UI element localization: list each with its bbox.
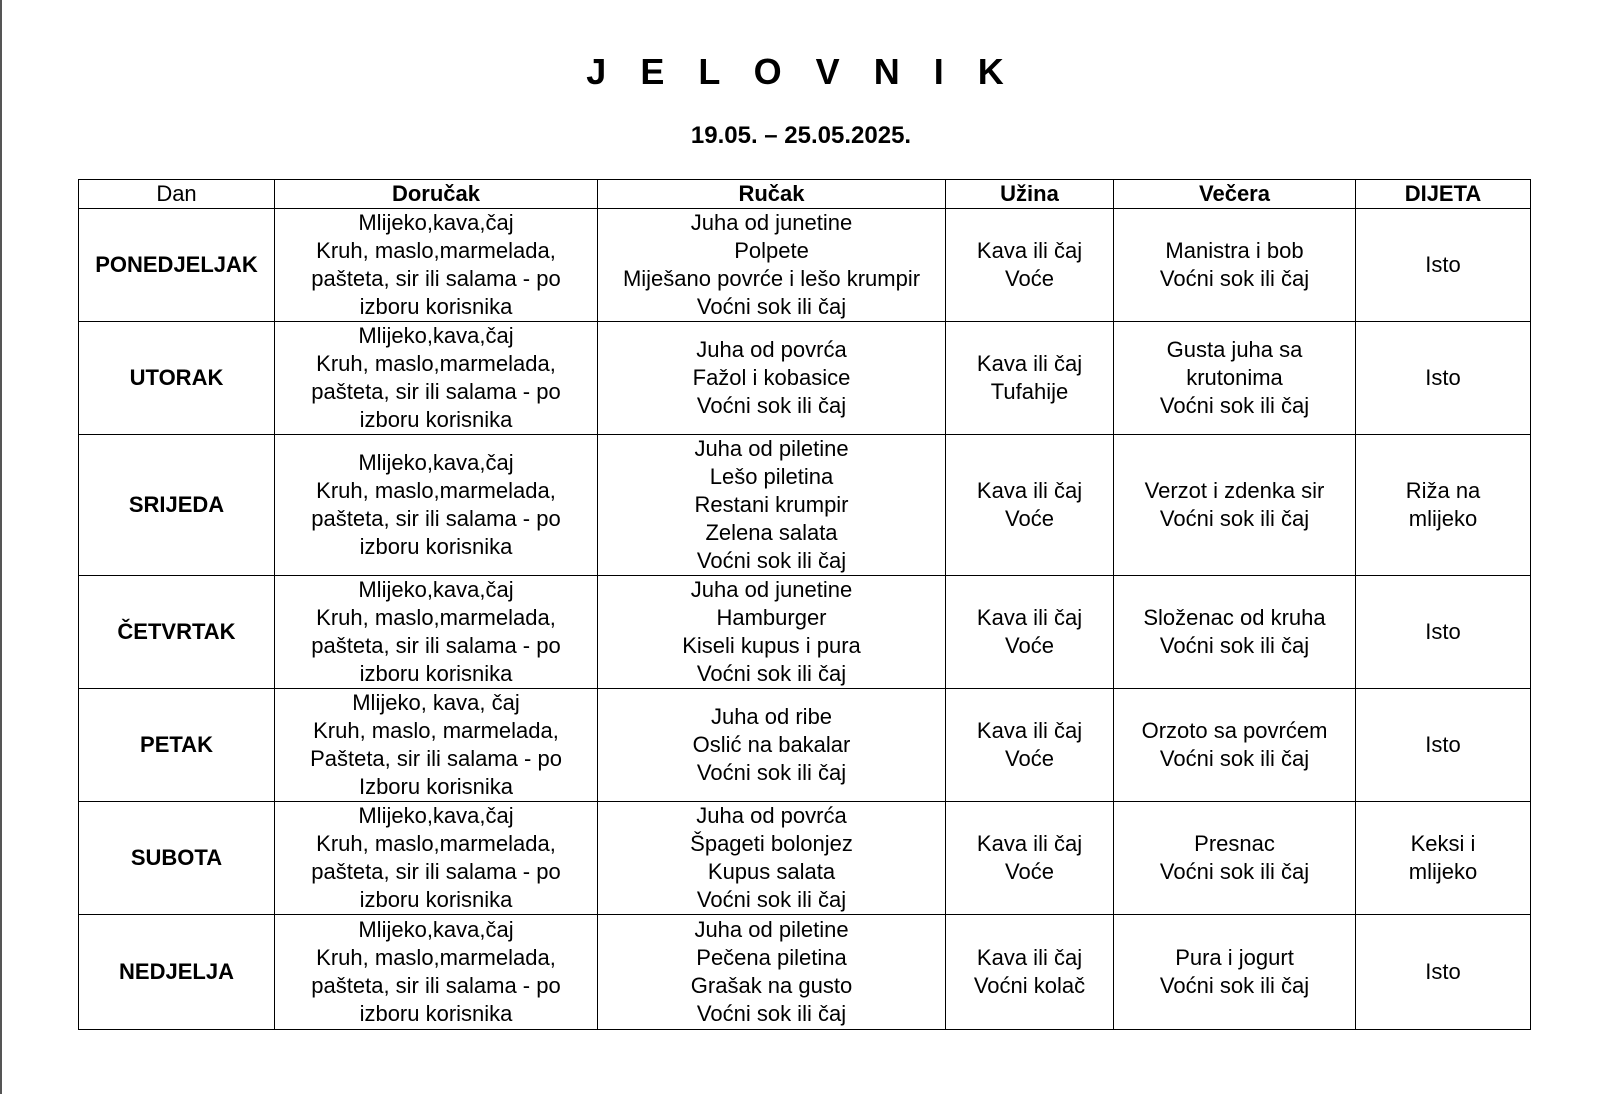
dorucak-line: Mlijeko, kava, čaj	[352, 690, 520, 715]
vecera-line: Voćni sok ili čaj	[1159, 859, 1310, 884]
header-dijeta: DIJETA	[1356, 180, 1531, 209]
uzina-line: Voće	[1005, 859, 1054, 884]
vecera-line: Voćni sok ili čaj	[1159, 266, 1310, 291]
vecera-cell	[1114, 435, 1356, 576]
rucak-cell	[598, 209, 946, 322]
dorucak-cell	[275, 915, 598, 1030]
dorucak-line: izboru korisnika	[359, 1001, 513, 1026]
date-range: 19.05. – 25.05.2025.	[690, 122, 912, 149]
dorucak-line: Kruh, maslo,marmelada,	[316, 238, 556, 263]
rucak-line: Miješano povrće i lešo krumpir	[622, 266, 921, 291]
rucak-line: Lešo piletina	[709, 464, 834, 489]
day-cell: PONEDJELJAK	[79, 209, 275, 322]
document-title: J E L O V N I K	[586, 51, 1016, 92]
rucak-cell	[598, 322, 946, 435]
rucak-line: Oslić na bakalar	[692, 732, 851, 757]
dorucak-line: Kruh, maslo,marmelada,	[316, 351, 556, 376]
header-dorucak: Doručak	[275, 180, 598, 209]
dijeta-line: mlijeko	[1408, 506, 1478, 531]
rucak-line: Voćni sok ili čaj	[696, 760, 847, 785]
day-cell: PETAK	[79, 689, 275, 802]
dijeta-line: mlijeko	[1408, 859, 1478, 884]
table-row	[79, 435, 1531, 576]
dijeta-line: Riža na	[1405, 478, 1481, 503]
rucak-line: Juha od junetine	[690, 210, 853, 235]
rucak-line: Juha od povrća	[696, 337, 847, 362]
vecera-line: Presnac	[1194, 831, 1275, 856]
vecera-cell	[1114, 209, 1356, 322]
dorucak-line: pašteta, sir ili salama - po	[311, 506, 561, 531]
uzina-line: Kava ili čaj	[976, 945, 1083, 970]
dorucak-line: Mlijeko,kava,čaj	[358, 803, 514, 828]
dorucak-line: pašteta, sir ili salama - po	[311, 973, 561, 998]
rucak-cell	[598, 435, 946, 576]
dorucak-line: Kruh, maslo,marmelada,	[316, 478, 556, 503]
dorucak-cell	[275, 209, 598, 322]
rucak-line: Pečena piletina	[696, 945, 847, 970]
dorucak-line: pašteta, sir ili salama - po	[311, 379, 561, 404]
table-row	[79, 802, 1531, 915]
rucak-line: Juha od povrća	[696, 803, 847, 828]
dorucak-line: Kruh, maslo,marmelada,	[316, 945, 556, 970]
dijeta-cell	[1356, 689, 1531, 802]
page-left-edge	[0, 0, 2, 1094]
dijeta-line: Isto	[1425, 959, 1461, 984]
dorucak-line: Pašteta, sir ili salama - po	[310, 746, 562, 771]
rucak-line: Voćni sok ili čaj	[696, 661, 847, 686]
uzina-cell	[946, 802, 1114, 915]
header-rucak: Ručak	[598, 180, 946, 209]
vecera-cell	[1114, 689, 1356, 802]
uzina-cell	[946, 322, 1114, 435]
day-cell: NEDJELJA	[79, 915, 275, 1030]
rucak-cell	[598, 689, 946, 802]
dorucak-line: Kruh, maslo,marmelada,	[316, 605, 556, 630]
table-row	[79, 915, 1531, 1030]
rucak-line: Polpete	[734, 238, 809, 263]
rucak-line: Zelena salata	[705, 520, 838, 545]
rucak-line: Voćni sok ili čaj	[696, 393, 847, 418]
rucak-line: Fažol i kobasice	[692, 365, 851, 390]
uzina-line: Voće	[1005, 633, 1054, 658]
uzina-line: Voće	[1005, 506, 1054, 531]
vecera-line: Voćni sok ili čaj	[1159, 633, 1310, 658]
rucak-line: Voćni sok ili čaj	[696, 887, 847, 912]
day-cell: ČETVRTAK	[79, 576, 275, 689]
dijeta-cell	[1356, 435, 1531, 576]
vecera-line: Složenac od kruha	[1143, 605, 1326, 630]
day-cell: SRIJEDA	[79, 435, 275, 576]
dorucak-line: Mlijeko,kava,čaj	[358, 210, 514, 235]
dorucak-line: izboru korisnika	[359, 407, 513, 432]
rucak-cell	[598, 802, 946, 915]
rucak-line: Voćni sok ili čaj	[696, 548, 847, 573]
dorucak-line: pašteta, sir ili salama - po	[311, 859, 561, 884]
day-cell: UTORAK	[79, 322, 275, 435]
vecera-line: Voćni sok ili čaj	[1159, 746, 1310, 771]
dijeta-line: Keksi i	[1410, 831, 1476, 856]
uzina-line: Kava ili čaj	[976, 831, 1083, 856]
header-vecera: Večera	[1114, 180, 1356, 209]
rucak-line: Kupus salata	[707, 859, 836, 884]
vecera-line: Orzoto sa povrćem	[1141, 718, 1328, 743]
vecera-line: Pura i jogurt	[1175, 945, 1294, 970]
dijeta-line: Isto	[1425, 252, 1461, 277]
vecera-line: Verzot i zdenka sir	[1144, 478, 1325, 503]
vecera-line: Voćni sok ili čaj	[1159, 393, 1310, 418]
dijeta-cell	[1356, 915, 1531, 1030]
vecera-cell	[1114, 915, 1356, 1030]
rucak-line: Voćni sok ili čaj	[696, 294, 847, 319]
dijeta-cell	[1356, 322, 1531, 435]
header-uzina: Užina	[946, 180, 1114, 209]
vecera-line: Gusta juha sa	[1166, 337, 1303, 362]
dorucak-line: izboru korisnika	[359, 887, 513, 912]
vecera-line: Voćni sok ili čaj	[1159, 506, 1310, 531]
vecera-cell	[1114, 802, 1356, 915]
rucak-line: Juha od junetine	[690, 577, 853, 602]
rucak-line: Juha od piletine	[694, 436, 849, 461]
uzina-cell	[946, 915, 1114, 1030]
dorucak-cell	[275, 435, 598, 576]
rucak-line: Restani krumpir	[694, 492, 849, 517]
rucak-line: Voćni sok ili čaj	[696, 1001, 847, 1026]
dorucak-line: Izboru korisnika	[358, 774, 514, 799]
rucak-line: Juha od ribe	[710, 704, 833, 729]
uzina-cell	[946, 689, 1114, 802]
rucak-line: Kiseli kupus i pura	[682, 633, 861, 658]
dijeta-cell	[1356, 576, 1531, 689]
rucak-line: Špageti bolonjez	[690, 831, 853, 856]
dijeta-line: Isto	[1425, 619, 1461, 644]
dorucak-line: izboru korisnika	[359, 661, 513, 686]
dijeta-line: Isto	[1425, 365, 1461, 390]
vecera-cell	[1114, 322, 1356, 435]
table-row	[79, 689, 1531, 802]
dorucak-cell	[275, 802, 598, 915]
dorucak-line: Mlijeko,kava,čaj	[358, 450, 514, 475]
dorucak-line: Mlijeko,kava,čaj	[358, 917, 514, 942]
table-row	[79, 576, 1531, 689]
dijeta-line: Isto	[1425, 732, 1461, 757]
vecera-line: Manistra i bob	[1165, 238, 1304, 263]
day-cell: SUBOTA	[79, 802, 275, 915]
rucak-line: Grašak na gusto	[690, 973, 853, 998]
dorucak-line: izboru korisnika	[359, 294, 513, 319]
menu-table	[78, 179, 1531, 1030]
header-row	[79, 180, 1531, 209]
table-row	[79, 209, 1531, 322]
uzina-cell	[946, 435, 1114, 576]
dijeta-cell	[1356, 802, 1531, 915]
uzina-line: Kava ili čaj	[976, 605, 1083, 630]
uzina-line: Voće	[1005, 746, 1054, 771]
rucak-cell	[598, 915, 946, 1030]
uzina-cell	[946, 576, 1114, 689]
header-dan: Dan	[79, 180, 275, 209]
uzina-line: Tufahije	[990, 379, 1069, 404]
dorucak-line: Kruh, maslo,marmelada,	[316, 831, 556, 856]
uzina-line: Kava ili čaj	[976, 238, 1083, 263]
rucak-line: Hamburger	[716, 605, 827, 630]
uzina-line: Voće	[1005, 266, 1054, 291]
vecera-line: krutonima	[1186, 365, 1283, 390]
dorucak-line: Kruh, maslo, marmelada,	[313, 718, 559, 743]
uzina-cell	[946, 209, 1114, 322]
dorucak-line: izboru korisnika	[359, 534, 513, 559]
dorucak-line: Mlijeko,kava,čaj	[358, 323, 514, 348]
uzina-line: Kava ili čaj	[976, 478, 1083, 503]
dorucak-cell	[275, 689, 598, 802]
vecera-line: Voćni sok ili čaj	[1159, 973, 1310, 998]
dorucak-line: pašteta, sir ili salama - po	[311, 266, 561, 291]
dijeta-cell	[1356, 209, 1531, 322]
vecera-cell	[1114, 576, 1356, 689]
dorucak-line: pašteta, sir ili salama - po	[311, 633, 561, 658]
dorucak-cell	[275, 322, 598, 435]
uzina-line: Kava ili čaj	[976, 351, 1083, 376]
table-row	[79, 322, 1531, 435]
dorucak-line: Mlijeko,kava,čaj	[358, 577, 514, 602]
dorucak-cell	[275, 576, 598, 689]
uzina-line: Voćni kolač	[973, 973, 1086, 998]
rucak-line: Juha od piletine	[694, 917, 849, 942]
uzina-line: Kava ili čaj	[976, 718, 1083, 743]
rucak-cell	[598, 576, 946, 689]
